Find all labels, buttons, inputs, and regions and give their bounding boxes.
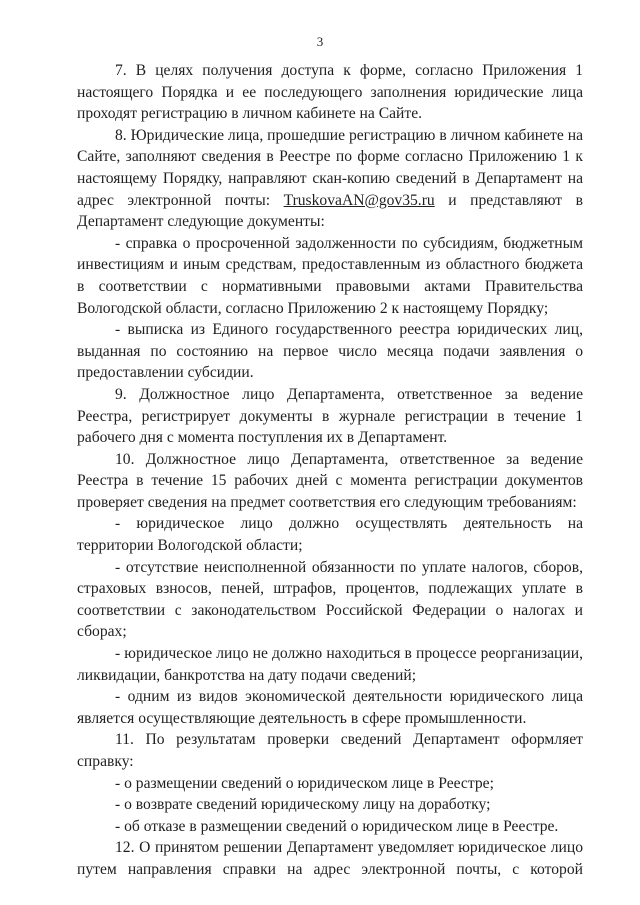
requirement-industry-activity: - одним из видов экономической деятельности юридического лица является осуществляющие деятельность в сфере промышленности. xyxy=(77,688,583,727)
requirement-no-reorganization: - юридическое лицо не должно находиться в процессе реорганизации, ликвидации, банкротства на дату подачи сведений; xyxy=(77,645,583,684)
paragraph-11: 11. По результатам проверки сведений Департамент оформляет справку: xyxy=(77,731,583,770)
paragraph-8 xyxy=(77,125,583,233)
paragraph-10: 10. Должностное лицо Департамента, ответственное за ведение Реестра в течение 15 рабочих дней с момента регистрации документов проверяет сведения на предмет соответствия его следующим требованиям: xyxy=(77,450,583,511)
paragraph-8-text-start: 8. Юридические лица, прошедшие регистрацию в личном кабинете на Сайте, заполняют сведения в Реестре по форме согласно Приложению 1 к настоящему Порядку, направляют скан-копию сведений в Департамент на адрес электронной почты: xyxy=(77,126,583,209)
requirement-territory: - юридическое лицо должно осуществлять деятельность на территории Вологодской области; xyxy=(77,515,583,555)
paragraph-9: 9. Должностное лицо Департамента, ответственное за ведение Реестра, регистрирует документы в журнале регистрации в течение 1 рабочего дня с момента поступления их в Департамент. xyxy=(77,385,583,447)
certificate-option-placement: - о размещении сведений о юридическом лице в Реестре; xyxy=(115,774,494,792)
paragraph-8-text-end: и представляют в Департамент следующие документы: xyxy=(77,191,583,231)
page-number: 3 xyxy=(316,34,324,49)
list-item-debt-certificate: - справка о просроченной задолженности по субсидиям, бюджетным инвестициям и иным средствам, предоставленным из областного бюджета в соответствии с нормативными правовыми актами Правительства Вологодской области, согласно Приложению 2 к настоящему Порядку; xyxy=(77,234,583,317)
certificate-option-return: - о возврате сведений юридическому лицу на доработку; xyxy=(115,796,491,814)
requirement-no-tax-debt: - отсутствие неисполненной обязанности по уплате налогов, сборов, страховых взносов, пеней, штрафов, процентов, подлежащих уплате в соответствии с законодательством Российской Федерации о налогах и сборах; xyxy=(77,558,583,641)
paragraph-7: 7. В целях получения доступа к форме, согласно Приложения 1 настоящего Порядка и ее последующего заполнения юридические лица проходят регистрацию в личном кабинете на Сайте. xyxy=(77,62,583,123)
document-body xyxy=(77,60,583,881)
certificate-option-refusal: - об отказе в размещении сведений о юридическом лице в Реестре. xyxy=(115,817,559,835)
paragraph-12: 12. О принятом решении Департамент уведомляет юридическое лицо путем направления справки на адрес электронной почты, с которой xyxy=(77,839,583,878)
list-item-registry-extract: - выписка из Единого государственного реестра юридических лиц, выданная по состоянию на первое число месяца подачи заявления о предоставлении субсидии. xyxy=(77,321,583,382)
email-address: TruskovaAN@gov35.ru xyxy=(283,191,435,209)
